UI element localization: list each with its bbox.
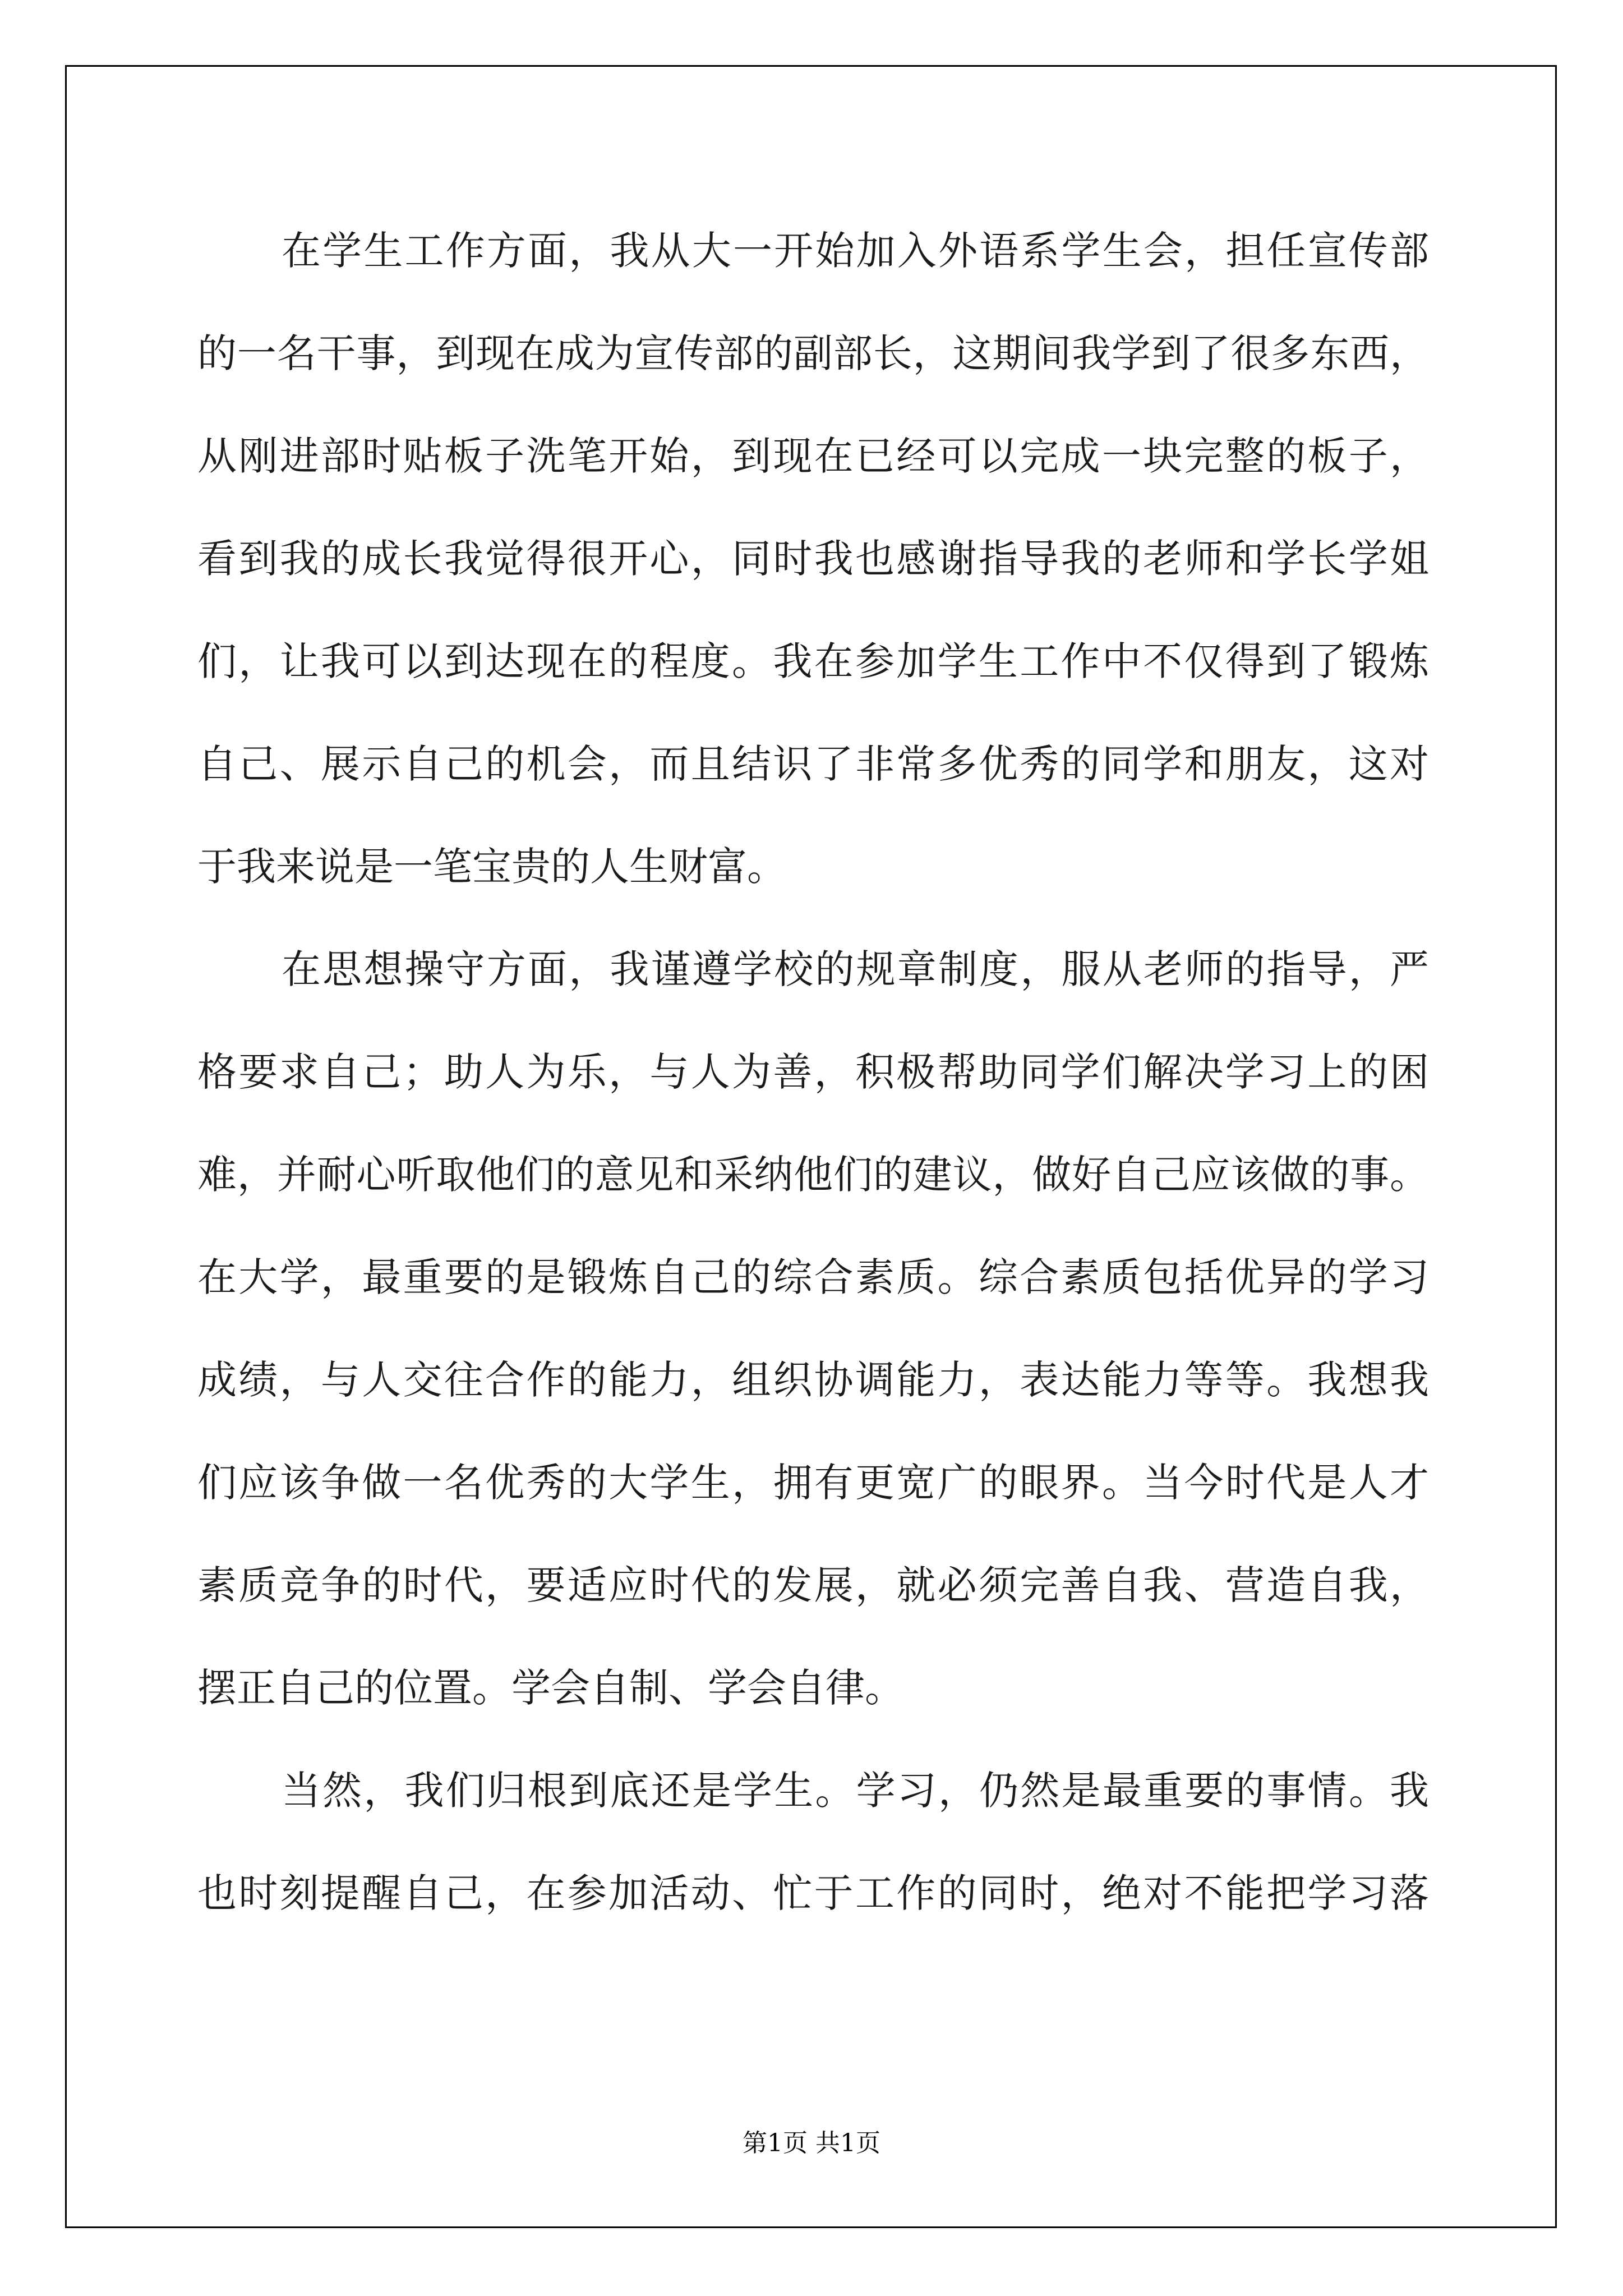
text-line: 也时刻提醒自己，在参加活动、忙于工作的同时，绝对不能把学习落 xyxy=(197,1870,1429,1916)
text-line: 们，让我可以到达现在的程度。我在参加学生工作中不仅得到了锻炼 xyxy=(197,638,1429,684)
text-line: 摆正自己的位置。学会自制、学会自律。 xyxy=(197,1665,904,1711)
text-line: 素质竞争的时代，要适应时代的发展，就必须完善自我、营造自我， xyxy=(197,1562,1429,1608)
text-line: 于我来说是一笔宝贵的人生财富。 xyxy=(197,844,786,890)
text-line: 难，并耐心听取他们的意见和采纳他们的建议，做好自己应该做的事。 xyxy=(197,1152,1429,1198)
document-body xyxy=(197,200,1429,1945)
text-line: 从刚进部时贴板子洗笔开始，到现在已经可以完成一块完整的板子， xyxy=(197,433,1429,479)
text-line: 当然，我们归根到底还是学生。学习，仍然是最重要的事情。我 xyxy=(282,1768,1429,1814)
text-line: 格要求自己；助人为乐，与人为善，积极帮助同学们解决学习上的困 xyxy=(197,1049,1429,1095)
text-line: 的一名干事，到现在成为宣传部的副部长，这期间我学到了很多东西， xyxy=(197,330,1429,376)
text-line: 在学生工作方面，我从大一开始加入外语系学生会，担任宣传部 xyxy=(282,228,1429,274)
text-line: 自己、展示自己的机会，而且结识了非常多优秀的同学和朋友，这对 xyxy=(197,741,1429,787)
text-line: 在思想操守方面，我谨遵学校的规章制度，服从老师的指导，严 xyxy=(282,946,1429,992)
text-line: 们应该争做一名优秀的大学生，拥有更宽广的眼界。当今时代是人才 xyxy=(197,1460,1429,1506)
page-number: 第1页 共1页 xyxy=(743,2129,880,2157)
text-line: 在大学，最重要的是锻炼自己的综合素质。综合素质包括优异的学习 xyxy=(197,1254,1429,1300)
text-line: 看到我的成长我觉得很开心，同时我也感谢指导我的老师和学长学姐 xyxy=(197,536,1429,582)
text-line: 成绩，与人交往合作的能力，组织协调能力，表达能力等等。我想我 xyxy=(197,1357,1429,1403)
page-footer xyxy=(0,2123,1623,2159)
